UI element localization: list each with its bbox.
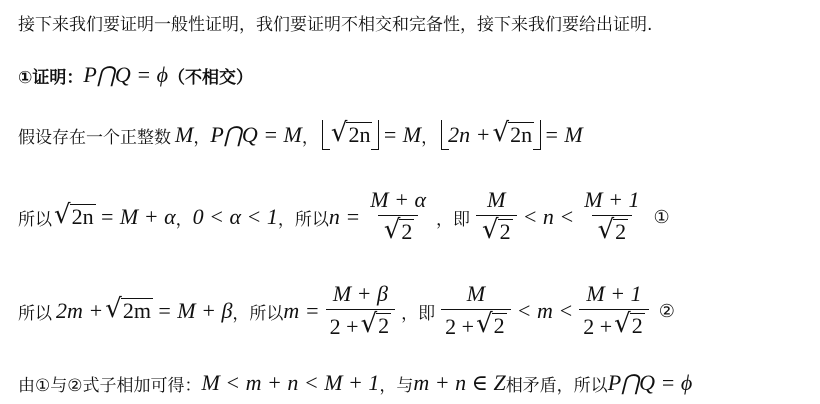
sqrt-symbol: √ 2m bbox=[105, 294, 151, 324]
proof-heading bbox=[18, 62, 253, 88]
so-text: 所以 bbox=[18, 303, 52, 324]
floor-rhs-1: = M bbox=[382, 122, 422, 147]
n-equals: n = bbox=[328, 204, 361, 229]
sqrt-body: 2 bbox=[378, 313, 390, 338]
equation-marker-2: ② bbox=[658, 300, 675, 322]
floor-term: 2n + bbox=[448, 122, 491, 147]
conclusion-text: ，与 bbox=[379, 375, 414, 396]
proof-label: ①证明： bbox=[18, 67, 84, 88]
equation-lhs: 2m + bbox=[56, 298, 104, 323]
fraction-n bbox=[366, 188, 430, 246]
fraction-numerator: M + β bbox=[332, 281, 388, 306]
m-derivation-line bbox=[18, 282, 675, 340]
separator: ， bbox=[421, 127, 439, 148]
fraction-upper bbox=[580, 188, 643, 246]
fraction-lower bbox=[441, 282, 511, 340]
sqrt-body: 2 bbox=[401, 219, 413, 244]
conclusion-text: 由①与②式子相加可得： bbox=[18, 375, 202, 396]
sqrt-body: 2n bbox=[348, 122, 371, 147]
denominator-term: 2 + bbox=[583, 314, 613, 339]
sqrt-body: 2 bbox=[615, 219, 627, 244]
sqrt-symbol: √ 2n bbox=[492, 118, 533, 148]
final-formula: P⋂Q = ϕ bbox=[607, 370, 693, 395]
floor-rhs-2: = M bbox=[544, 122, 583, 147]
sqrt-symbol: √ 2n bbox=[330, 118, 371, 148]
ji-text: 即 bbox=[418, 303, 436, 324]
alpha-range: 0 < α < 1 bbox=[192, 204, 278, 229]
denominator-term: 2 + bbox=[445, 314, 475, 339]
fraction-numerator: M bbox=[466, 281, 486, 306]
sqrt-body: 2 bbox=[631, 313, 643, 338]
intersection-eq: P⋂Q = M bbox=[210, 122, 302, 147]
so-text: ，所以 bbox=[232, 303, 284, 324]
floor-bracket-2 bbox=[441, 120, 541, 150]
intro-sentence: 接下来我们要证明一般性证明，我们要证明不相交和完备性，接下来我们要给出证明. bbox=[18, 15, 653, 35]
sqrt-symbol: √ 2 bbox=[476, 309, 505, 339]
equation-marker-1: ① bbox=[653, 206, 670, 228]
intro-text bbox=[18, 10, 652, 35]
fraction-lower bbox=[476, 188, 517, 246]
conclusion-line bbox=[18, 370, 692, 396]
separator: ， bbox=[193, 127, 211, 148]
sqrt-body: 2n bbox=[510, 122, 533, 147]
n-inequality: < n < bbox=[522, 204, 575, 229]
fraction-m bbox=[326, 282, 396, 340]
separator: ， bbox=[436, 209, 453, 230]
ji-text: 即 bbox=[453, 209, 470, 230]
so-text: 所以 bbox=[18, 209, 52, 230]
n-derivation-line bbox=[18, 188, 670, 246]
separator: ， bbox=[301, 127, 319, 148]
sqrt-body: 2 bbox=[499, 219, 511, 244]
sqrt-symbol: √ 2n bbox=[54, 200, 94, 230]
denominator-term: 2 + bbox=[329, 314, 359, 339]
disjoint-formula: P⋂Q = ϕ bbox=[83, 62, 169, 87]
separator: ， bbox=[401, 303, 419, 324]
sqrt-body: 2 bbox=[493, 313, 505, 338]
assume-var: M bbox=[175, 122, 194, 147]
fraction-numerator: M + 1 bbox=[586, 281, 642, 306]
disjoint-note: （不相交） bbox=[168, 67, 254, 88]
sqrt-symbol: √ 2 bbox=[597, 215, 627, 245]
sqrt-body: 2m bbox=[122, 298, 151, 323]
sqrt-symbol: √ 2 bbox=[383, 215, 413, 245]
conclusion-text: 相矛盾，所以 bbox=[505, 375, 608, 396]
separator: ， bbox=[175, 209, 193, 230]
floor-bracket-1 bbox=[322, 120, 380, 150]
assume-text: 假设存在一个正整数 bbox=[18, 127, 171, 148]
equation-rhs: = M + β bbox=[156, 298, 233, 323]
fraction-numerator: M + 1 bbox=[584, 187, 640, 212]
fraction-numerator: M + α bbox=[370, 187, 426, 212]
assumption-line bbox=[18, 120, 583, 150]
fraction-upper bbox=[579, 282, 649, 340]
sqrt-symbol: √ 2 bbox=[614, 309, 643, 339]
sqrt-symbol: √ 2 bbox=[482, 215, 511, 245]
sum-inequality: M < m + n < M + 1 bbox=[201, 370, 380, 395]
sqrt-body: 2n bbox=[71, 204, 94, 229]
so-text: ，所以 bbox=[277, 209, 329, 230]
equation-rhs: = M + α bbox=[99, 204, 176, 229]
integer-membership: m + n ∈ Z bbox=[413, 370, 506, 395]
m-equals: m = bbox=[283, 298, 320, 323]
fraction-numerator: M bbox=[487, 187, 506, 212]
sqrt-symbol: √ 2 bbox=[360, 309, 390, 339]
m-inequality: < m < bbox=[516, 298, 574, 323]
